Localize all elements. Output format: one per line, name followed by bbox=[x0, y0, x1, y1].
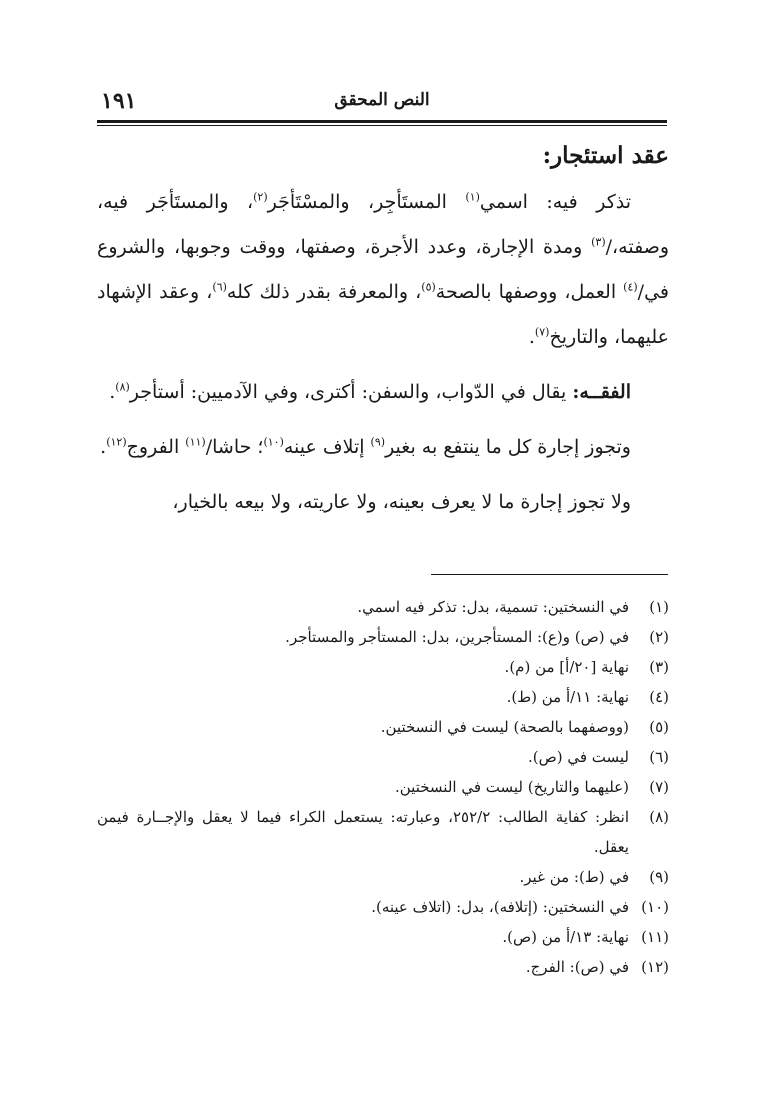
footnote-number: (٦) bbox=[649, 748, 669, 766]
paragraph bbox=[97, 180, 669, 360]
text-run: ، والمعرفة بقدر ذلك كله bbox=[226, 281, 422, 303]
footnote bbox=[97, 802, 669, 862]
text-run: . bbox=[100, 436, 107, 458]
paragraph bbox=[97, 370, 669, 415]
footnote-marker[interactable]: (١٢) bbox=[106, 435, 127, 449]
footnote-number: (١) bbox=[649, 598, 669, 616]
paragraph bbox=[97, 425, 669, 470]
footnote-marker[interactable]: (٥) bbox=[421, 280, 436, 294]
section-heading: عقد استئجار: bbox=[542, 142, 669, 169]
term-label: الفقــه: bbox=[572, 381, 631, 403]
header-rule-thin bbox=[97, 125, 667, 126]
footnote-number: (٢) bbox=[649, 628, 669, 646]
page-number: ١٩١ bbox=[101, 88, 137, 114]
page-header bbox=[97, 88, 667, 118]
footnote-marker[interactable]: (١١) bbox=[185, 435, 206, 449]
footnote-text: نهاية: ١١/أ من (ط). bbox=[506, 688, 629, 706]
footnote-marker[interactable]: (٤) bbox=[623, 280, 638, 294]
text-run: العمل، ووصفها بالصحة bbox=[435, 281, 624, 303]
footnote-number: (١٠) bbox=[641, 898, 669, 916]
text-run: يقال في الدّواب، والسفن: أكترى، وفي الآدميين: أستأجر bbox=[129, 381, 573, 403]
footnote-text: في النسختين: تسمية، بدل: تذكر فيه اسمي. bbox=[357, 598, 629, 616]
text-run: ، والمستَأجَر فيه، وصفته،/ bbox=[97, 191, 669, 258]
footnote-number: (٨) bbox=[649, 808, 669, 826]
text-run: ؛ حاشا/ bbox=[205, 436, 264, 458]
text-run: وتجوز إجارة كل ما ينتفع به بغير bbox=[385, 436, 631, 458]
text-run: ، وعقد الإشهاد عليهما، والتاريخ bbox=[97, 281, 669, 348]
footnote-marker[interactable]: (٨) bbox=[115, 380, 130, 394]
text-run: الفروج bbox=[126, 436, 186, 458]
footnote-number: (٤) bbox=[649, 688, 669, 706]
footnote-marker[interactable]: (٢) bbox=[253, 190, 268, 204]
footnote-text: نهاية: ١٣/أ من (ص). bbox=[502, 928, 629, 946]
footnote-marker[interactable]: (٣) bbox=[591, 235, 606, 249]
footnote-marker[interactable]: (١) bbox=[465, 190, 480, 204]
footnote-number: (٥) bbox=[649, 718, 669, 736]
footnote-text: انظر: كفاية الطالب: ٢٥٢/٢، وعبارته: يستعمل الكراء فيما لا يعقل والإجــارة فيمن يعقل. bbox=[97, 808, 630, 856]
footnote-marker[interactable]: (٧) bbox=[534, 325, 550, 339]
text-run: تذكر فيه: اسمي bbox=[479, 191, 631, 213]
footnote-separator bbox=[431, 574, 668, 575]
footnotes-list bbox=[97, 592, 669, 982]
text-run: ومدة الإجارة، وعدد الأجرة، وصفتها، ووقت وجوبها، والشروع في/ bbox=[97, 236, 669, 303]
footnote bbox=[97, 922, 669, 952]
footnote bbox=[97, 682, 669, 712]
footnote-text: (ووصفهما بالصحة) ليست في النسختين. bbox=[380, 718, 629, 736]
footnote bbox=[97, 712, 669, 742]
footnote-marker[interactable]: (٦) bbox=[212, 280, 227, 294]
footnote-number: (١١) bbox=[641, 928, 669, 946]
text-run: . bbox=[528, 326, 535, 348]
footnote bbox=[97, 742, 669, 772]
text-run: إتلاف عينه bbox=[283, 436, 371, 458]
text-run: المستَأجِر، والمسْتَأجَر bbox=[267, 191, 466, 213]
text-run: . bbox=[109, 381, 116, 403]
paragraph bbox=[97, 480, 669, 525]
footnote bbox=[97, 652, 669, 682]
header-rule-thick bbox=[97, 120, 667, 123]
footnote-number: (٣) bbox=[649, 658, 669, 676]
footnote-number: (١٢) bbox=[641, 958, 669, 976]
footnote-marker[interactable]: (٩) bbox=[370, 435, 386, 449]
footnote-text: نهاية [٢٠/أ] من (م). bbox=[504, 658, 629, 676]
footnote bbox=[97, 622, 669, 652]
footnote bbox=[97, 772, 669, 802]
footnote bbox=[97, 892, 669, 922]
main-text bbox=[97, 138, 669, 525]
footnote-text: في (ط): من غير. bbox=[519, 868, 629, 886]
footnote-text: ليست في (ص). bbox=[527, 748, 629, 766]
footnote-text: (عليهما والتاريخ) ليست في النسختين. bbox=[394, 778, 629, 796]
footnote bbox=[97, 592, 669, 622]
running-title: النص المحقق bbox=[334, 90, 430, 110]
text-run: ولا تجوز إجارة ما لا يعرف بعينه، ولا عاريته، ولا بيعه بالخيار، bbox=[172, 491, 631, 513]
footnote bbox=[97, 862, 669, 892]
footnote-text: في النسختين: (إتلافه)، بدل: (اتلاف عينه). bbox=[371, 898, 629, 916]
footnote bbox=[97, 952, 669, 982]
paragraphs bbox=[97, 180, 669, 525]
footnote-marker[interactable]: (١٠) bbox=[263, 435, 284, 449]
footnote-text: في (ص) و(ع): المستأجرين، بدل: المستأجر والمستأجر. bbox=[285, 628, 629, 646]
footnote-text: في (ص): الفرج. bbox=[525, 958, 629, 976]
footnote-number: (٩) bbox=[649, 868, 669, 886]
footnote-number: (٧) bbox=[649, 778, 669, 796]
